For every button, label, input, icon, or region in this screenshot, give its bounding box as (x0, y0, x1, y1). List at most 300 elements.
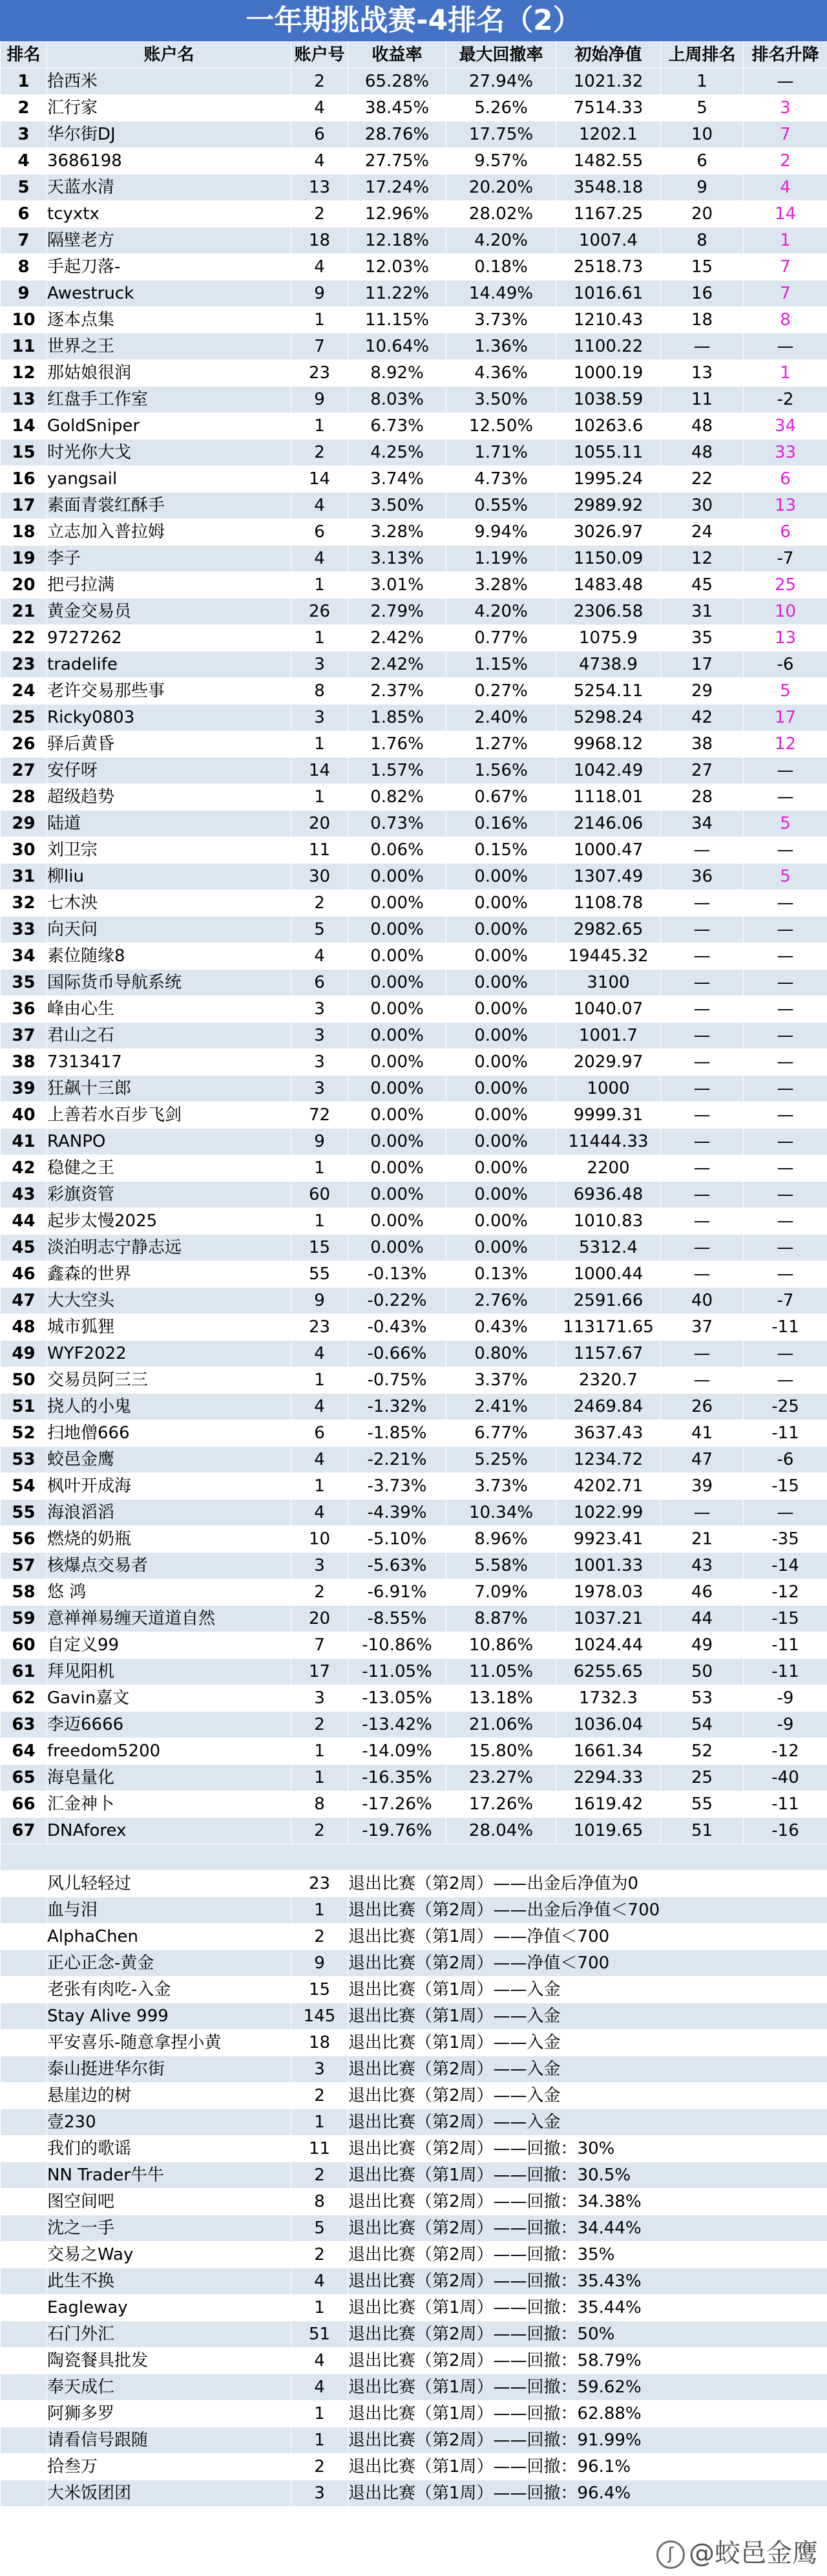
rank-change-cell: — (744, 1500, 827, 1526)
exit-row (1, 1924, 827, 1950)
account-no-cell: 4 (291, 95, 348, 122)
rank-change-cell: — (744, 890, 827, 917)
nav-cell: 3637.43 (556, 1420, 661, 1447)
account-name-cell: 燃烧的奶瓶 (47, 1526, 291, 1553)
nav-cell: 1001.7 (556, 1023, 661, 1049)
rank-cell: 39 (1, 1076, 47, 1102)
rank-cell: 56 (1, 1526, 47, 1553)
return-cell: -0.22% (348, 1288, 446, 1314)
return-cell: 2.79% (348, 599, 446, 625)
account-no-cell: 17 (291, 1659, 348, 1685)
table-row (1, 1473, 827, 1500)
return-cell: -0.75% (348, 1367, 446, 1394)
table-row (1, 996, 827, 1023)
rank-cell: 18 (1, 519, 47, 546)
last-rank-cell: 30 (661, 493, 744, 519)
last-rank-cell: 24 (661, 519, 744, 546)
nav-cell: 1075.9 (556, 625, 661, 652)
account-name-cell: tradelife (47, 652, 291, 678)
last-rank-cell: 41 (661, 1420, 744, 1447)
rank-cell: 6 (1, 201, 47, 228)
drawdown-cell: 14.49% (446, 281, 556, 307)
rank-cell: 66 (1, 1791, 47, 1818)
exit-account-name-cell: 阿狮多罗 (47, 2401, 291, 2427)
rank-cell: 7 (1, 228, 47, 254)
rank-cell: 24 (1, 678, 47, 705)
rank-change-cell: — (744, 1023, 827, 1049)
account-name-cell: 上善若水百步飞剑 (47, 1102, 291, 1129)
drawdown-cell: 0.00% (446, 1235, 556, 1261)
drawdown-cell: 0.13% (446, 1261, 556, 1288)
exit-account-no-cell: 23 (291, 1871, 348, 1897)
rank-cell: 38 (1, 1049, 47, 1076)
return-cell: 0.00% (348, 1102, 446, 1129)
table-row (1, 1712, 827, 1738)
last-rank-cell: — (661, 1129, 744, 1155)
exit-account-no-cell: 1 (291, 2109, 348, 2136)
rank-change-cell: -7 (744, 1288, 827, 1314)
return-cell: -2.21% (348, 1447, 446, 1473)
rank-cell: 45 (1, 1235, 47, 1261)
drawdown-cell: 2.40% (446, 705, 556, 731)
rank-change-cell: 10 (744, 599, 827, 625)
account-no-cell: 1 (291, 1367, 348, 1394)
last-rank-cell: 8 (661, 228, 744, 254)
account-no-cell: 9 (291, 281, 348, 307)
account-no-cell: 18 (291, 228, 348, 254)
return-cell: -17.26% (348, 1791, 446, 1818)
page-title: 一年期挑战赛-4排名（2） (0, 0, 827, 41)
account-no-cell: 2 (291, 440, 348, 466)
nav-cell: 1021.32 (556, 69, 661, 95)
last-rank-cell: 34 (661, 811, 744, 837)
account-no-cell: 3 (291, 1049, 348, 1076)
last-rank-cell: 36 (661, 864, 744, 890)
account-name-cell: 隔壁老方 (47, 228, 291, 254)
rank-cell: 9 (1, 281, 47, 307)
drawdown-cell: 0.00% (446, 1076, 556, 1102)
exit-blank-cell (1, 2136, 47, 2162)
last-rank-cell: 38 (661, 731, 744, 758)
account-no-cell: 3 (291, 705, 348, 731)
rank-change-cell: — (744, 1341, 827, 1367)
last-rank-cell: — (661, 1500, 744, 1526)
rank-cell: 26 (1, 731, 47, 758)
drawdown-cell: 20.20% (446, 175, 556, 201)
account-no-cell: 1 (291, 731, 348, 758)
account-name-cell: 核爆点交易者 (47, 1553, 291, 1579)
account-name-cell: 汇行家 (47, 95, 291, 122)
exit-row (1, 2189, 827, 2215)
table-row (1, 1261, 827, 1288)
rank-change-cell: — (744, 943, 827, 970)
account-name-cell: 李迈6666 (47, 1712, 291, 1738)
last-rank-cell: 39 (661, 1473, 744, 1500)
return-cell: 12.03% (348, 254, 446, 281)
nav-cell: 1234.72 (556, 1447, 661, 1473)
account-name-cell: 驿后黄昏 (47, 731, 291, 758)
exit-account-name-cell: 图空间吧 (47, 2189, 291, 2215)
last-rank-cell: 48 (661, 440, 744, 466)
account-name-cell: 狂飙十三郎 (47, 1076, 291, 1102)
drawdown-cell: 8.96% (446, 1526, 556, 1553)
rank-cell: 50 (1, 1367, 47, 1394)
drawdown-cell: 0.00% (446, 943, 556, 970)
last-rank-cell: — (661, 943, 744, 970)
table-row (1, 440, 827, 466)
account-no-cell: 3 (291, 1685, 348, 1712)
nav-cell: 1100.22 (556, 334, 661, 360)
spacer-row (1, 1844, 827, 1871)
exit-reason-cell: 退出比赛（第2周）——回撤：34.38% (348, 2189, 827, 2215)
last-rank-cell: 50 (661, 1659, 744, 1685)
table-row (1, 811, 827, 837)
header-initial-nav: 初始净值 (556, 42, 661, 69)
nav-cell: 1024.44 (556, 1632, 661, 1659)
account-no-cell: 7 (291, 334, 348, 360)
rank-change-cell: — (744, 1235, 827, 1261)
exit-account-no-cell: 145 (291, 2003, 348, 2030)
return-cell: 8.03% (348, 387, 446, 413)
return-cell: 10.64% (348, 334, 446, 360)
rank-cell: 25 (1, 705, 47, 731)
rank-cell: 28 (1, 784, 47, 811)
exit-account-name-cell: 风儿轻轻过 (47, 1871, 291, 1897)
account-no-cell: 4 (291, 943, 348, 970)
nav-cell: 1619.42 (556, 1791, 661, 1818)
rank-cell: 5 (1, 175, 47, 201)
exit-row (1, 2321, 827, 2348)
table-row (1, 1155, 827, 1182)
last-rank-cell: — (661, 890, 744, 917)
last-rank-cell: 28 (661, 784, 744, 811)
table-row (1, 731, 827, 758)
drawdown-cell: 11.05% (446, 1659, 556, 1685)
table-row (1, 864, 827, 890)
account-name-cell: 鑫森的世界 (47, 1261, 291, 1288)
rank-cell: 33 (1, 917, 47, 943)
drawdown-cell: 17.26% (446, 1791, 556, 1818)
nav-cell: 1482.55 (556, 148, 661, 175)
exit-row (1, 2083, 827, 2109)
return-cell: 2.42% (348, 625, 446, 652)
drawdown-cell: 3.73% (446, 1473, 556, 1500)
account-name-cell: 海皂量化 (47, 1765, 291, 1791)
table-row (1, 1606, 827, 1632)
nav-cell: 4738.9 (556, 652, 661, 678)
rank-change-cell: 1 (744, 228, 827, 254)
last-rank-cell: — (661, 996, 744, 1023)
drawdown-cell: 1.36% (446, 334, 556, 360)
rank-cell: 40 (1, 1102, 47, 1129)
account-name-cell: 汇金神卜 (47, 1791, 291, 1818)
account-no-cell: 9 (291, 387, 348, 413)
account-name-cell: 时光你大戈 (47, 440, 291, 466)
account-no-cell: 1 (291, 1155, 348, 1182)
rank-change-cell: -12 (744, 1579, 827, 1606)
drawdown-cell: 3.73% (446, 307, 556, 334)
exit-blank-cell (1, 2295, 47, 2321)
account-name-cell: 素位随缘8 (47, 943, 291, 970)
nav-cell: 1732.3 (556, 1685, 661, 1712)
exit-account-name-cell: 奉天成仁 (47, 2374, 291, 2401)
account-name-cell: 天蓝水清 (47, 175, 291, 201)
rank-cell: 27 (1, 758, 47, 784)
return-cell: -5.10% (348, 1526, 446, 1553)
exit-blank-cell (1, 2454, 47, 2480)
rank-cell: 52 (1, 1420, 47, 1447)
header-rank-change: 排名升降 (744, 42, 827, 69)
account-name-cell: yangsail (47, 466, 291, 493)
return-cell: 0.00% (348, 1208, 446, 1235)
rank-cell: 21 (1, 599, 47, 625)
last-rank-cell: 5 (661, 95, 744, 122)
rank-change-cell: — (744, 1049, 827, 1076)
nav-cell: 9968.12 (556, 731, 661, 758)
nav-cell: 1108.78 (556, 890, 661, 917)
exit-account-name-cell: 请看信号跟随 (47, 2427, 291, 2454)
exit-blank-cell (1, 1950, 47, 1977)
exit-account-name-cell: 壹230 (47, 2109, 291, 2136)
return-cell: 0.00% (348, 1023, 446, 1049)
account-no-cell: 4 (291, 254, 348, 281)
exit-blank-cell (1, 2030, 47, 2056)
account-no-cell: 2 (291, 1579, 348, 1606)
rank-cell: 43 (1, 1182, 47, 1208)
return-cell: 11.15% (348, 307, 446, 334)
table-row (1, 1447, 827, 1473)
account-name-cell: 把弓拉满 (47, 572, 291, 599)
table-row (1, 1208, 827, 1235)
exit-account-name-cell: AlphaChen (47, 1924, 291, 1950)
table-row (1, 254, 827, 281)
rank-change-cell: 25 (744, 572, 827, 599)
return-cell: -6.91% (348, 1579, 446, 1606)
nav-cell: 1483.48 (556, 572, 661, 599)
return-cell: 0.00% (348, 996, 446, 1023)
drawdown-cell: 0.00% (446, 1102, 556, 1129)
nav-cell: 1167.25 (556, 201, 661, 228)
rank-change-cell: — (744, 1076, 827, 1102)
account-name-cell: 刘卫宗 (47, 837, 291, 864)
last-rank-cell: 35 (661, 625, 744, 652)
return-cell: 0.00% (348, 917, 446, 943)
exit-account-name-cell: 交易之Way (47, 2242, 291, 2268)
exit-account-name-cell: 大米饭团团 (47, 2480, 291, 2507)
account-no-cell: 1 (291, 1473, 348, 1500)
table-row (1, 1526, 827, 1553)
account-name-cell: 峰由心生 (47, 996, 291, 1023)
drawdown-cell: 4.20% (446, 228, 556, 254)
account-no-cell: 4 (291, 546, 348, 572)
rank-cell: 29 (1, 811, 47, 837)
last-rank-cell: — (661, 1235, 744, 1261)
exit-account-no-cell: 2 (291, 1924, 348, 1950)
drawdown-cell: 15.80% (446, 1738, 556, 1765)
account-no-cell: 20 (291, 1606, 348, 1632)
account-no-cell: 6 (291, 122, 348, 148)
account-name-cell: GoldSniper (47, 413, 291, 440)
table-row (1, 1818, 827, 1844)
return-cell: -0.43% (348, 1314, 446, 1341)
last-rank-cell: 1 (661, 69, 744, 95)
rank-cell: 35 (1, 970, 47, 996)
account-name-cell: 安仔呀 (47, 758, 291, 784)
account-name-cell: freedom5200 (47, 1738, 291, 1765)
return-cell: 0.06% (348, 837, 446, 864)
return-cell: 1.85% (348, 705, 446, 731)
rank-change-cell: -11 (744, 1632, 827, 1659)
table-row (1, 413, 827, 440)
last-rank-cell: — (661, 1102, 744, 1129)
table-row (1, 1076, 827, 1102)
account-no-cell: 8 (291, 678, 348, 705)
return-cell: 28.76% (348, 122, 446, 148)
exit-reason-cell: 退出比赛（第2周）——回撤：50% (348, 2321, 827, 2348)
rank-cell: 32 (1, 890, 47, 917)
rank-change-cell: 34 (744, 413, 827, 440)
rank-cell: 15 (1, 440, 47, 466)
exit-reason-cell: 退出比赛（第2周）——入金 (348, 2083, 827, 2109)
table-row (1, 943, 827, 970)
account-name-cell: 华尔街DJ (47, 122, 291, 148)
drawdown-cell: 9.57% (446, 148, 556, 175)
account-no-cell: 9 (291, 1129, 348, 1155)
return-cell: -13.05% (348, 1685, 446, 1712)
last-rank-cell: 21 (661, 1526, 744, 1553)
exit-account-no-cell: 18 (291, 2030, 348, 2056)
account-name-cell: 城市狐狸 (47, 1314, 291, 1341)
exit-account-name-cell: Stay Alive 999 (47, 2003, 291, 2030)
rank-cell: 37 (1, 1023, 47, 1049)
account-name-cell: 国际货币导航系统 (47, 970, 291, 996)
exit-blank-cell (1, 2268, 47, 2295)
nav-cell: 1000 (556, 1076, 661, 1102)
return-cell: 0.00% (348, 943, 446, 970)
account-no-cell: 4 (291, 1341, 348, 1367)
drawdown-cell: 17.75% (446, 122, 556, 148)
account-no-cell: 3 (291, 1553, 348, 1579)
rank-cell: 42 (1, 1155, 47, 1182)
last-rank-cell: 48 (661, 413, 744, 440)
exit-account-no-cell: 4 (291, 2268, 348, 2295)
rank-change-cell: — (744, 1102, 827, 1129)
return-cell: 11.22% (348, 281, 446, 307)
return-cell: -3.73% (348, 1473, 446, 1500)
account-name-cell: 世界之王 (47, 334, 291, 360)
exit-row (1, 2030, 827, 2056)
account-no-cell: 1 (291, 572, 348, 599)
nav-cell: 19445.32 (556, 943, 661, 970)
account-no-cell: 1 (291, 1738, 348, 1765)
rank-cell: 36 (1, 996, 47, 1023)
exit-blank-cell (1, 2242, 47, 2268)
exit-account-name-cell: 石门外汇 (47, 2321, 291, 2348)
rank-change-cell: 13 (744, 493, 827, 519)
rank-change-cell: 7 (744, 254, 827, 281)
nav-cell: 11444.33 (556, 1129, 661, 1155)
exit-account-no-cell: 1 (291, 2295, 348, 2321)
account-no-cell: 7 (291, 1632, 348, 1659)
last-rank-cell: 15 (661, 254, 744, 281)
exit-blank-cell (1, 2321, 47, 2348)
exit-account-no-cell: 1 (291, 2427, 348, 2454)
nav-cell: 10263.6 (556, 413, 661, 440)
nav-cell: 2146.06 (556, 811, 661, 837)
nav-cell: 1157.67 (556, 1341, 661, 1367)
exit-account-no-cell: 4 (291, 2374, 348, 2401)
nav-cell: 6255.65 (556, 1659, 661, 1685)
exit-reason-cell: 退出比赛（第2周）——回撤：34.44% (348, 2215, 827, 2242)
header-return: 收益率 (348, 42, 446, 69)
account-name-cell: 海浪滔滔 (47, 1500, 291, 1526)
account-no-cell: 2 (291, 201, 348, 228)
rank-cell: 49 (1, 1341, 47, 1367)
table-row (1, 175, 827, 201)
table-row (1, 705, 827, 731)
rank-change-cell: 7 (744, 281, 827, 307)
last-rank-cell: — (661, 1049, 744, 1076)
return-cell: 12.96% (348, 201, 446, 228)
account-no-cell: 55 (291, 1261, 348, 1288)
account-name-cell: tcyxtx (47, 201, 291, 228)
table-row (1, 95, 827, 122)
exit-account-no-cell: 1 (291, 1897, 348, 1924)
account-no-cell: 1 (291, 1208, 348, 1235)
last-rank-cell: 44 (661, 1606, 744, 1632)
account-no-cell: 4 (291, 1447, 348, 1473)
drawdown-cell: 10.86% (446, 1632, 556, 1659)
exit-blank-cell (1, 2374, 47, 2401)
last-rank-cell: 12 (661, 546, 744, 572)
account-name-cell: 黄金交易员 (47, 599, 291, 625)
drawdown-cell: 4.20% (446, 599, 556, 625)
last-rank-cell: 26 (661, 1394, 744, 1420)
drawdown-cell: 0.00% (446, 1182, 556, 1208)
nav-cell: 1202.1 (556, 122, 661, 148)
last-rank-cell: 18 (661, 307, 744, 334)
account-no-cell: 6 (291, 970, 348, 996)
rank-change-cell: -35 (744, 1526, 827, 1553)
account-no-cell: 8 (291, 1791, 348, 1818)
rank-cell: 61 (1, 1659, 47, 1685)
return-cell: 65.28% (348, 69, 446, 95)
account-name-cell: 陆道 (47, 811, 291, 837)
rank-cell: 65 (1, 1765, 47, 1791)
rank-change-cell: 5 (744, 678, 827, 705)
header-account-name: 账户名 (47, 42, 291, 69)
account-name-cell: 拾西米 (47, 69, 291, 95)
exit-account-no-cell: 8 (291, 2189, 348, 2215)
exit-blank-cell (1, 1977, 47, 2003)
last-rank-cell: 49 (661, 1632, 744, 1659)
rank-cell: 3 (1, 122, 47, 148)
table-row (1, 1235, 827, 1261)
return-cell: 1.76% (348, 731, 446, 758)
rank-cell: 59 (1, 1606, 47, 1632)
rank-change-cell: — (744, 69, 827, 95)
rank-cell: 10 (1, 307, 47, 334)
rank-cell: 64 (1, 1738, 47, 1765)
return-cell: 0.00% (348, 1235, 446, 1261)
rank-change-cell: -14 (744, 1553, 827, 1579)
exit-blank-cell (1, 2427, 47, 2454)
exit-reason-cell: 退出比赛（第1周）——净值＜700 (348, 1924, 827, 1950)
exit-reason-cell: 退出比赛（第2周）——出金后净值为0 (348, 1871, 827, 1897)
exit-row (1, 2348, 827, 2374)
return-cell: 3.13% (348, 546, 446, 572)
exit-account-name-cell: 老张有肉吃-入金 (47, 1977, 291, 2003)
